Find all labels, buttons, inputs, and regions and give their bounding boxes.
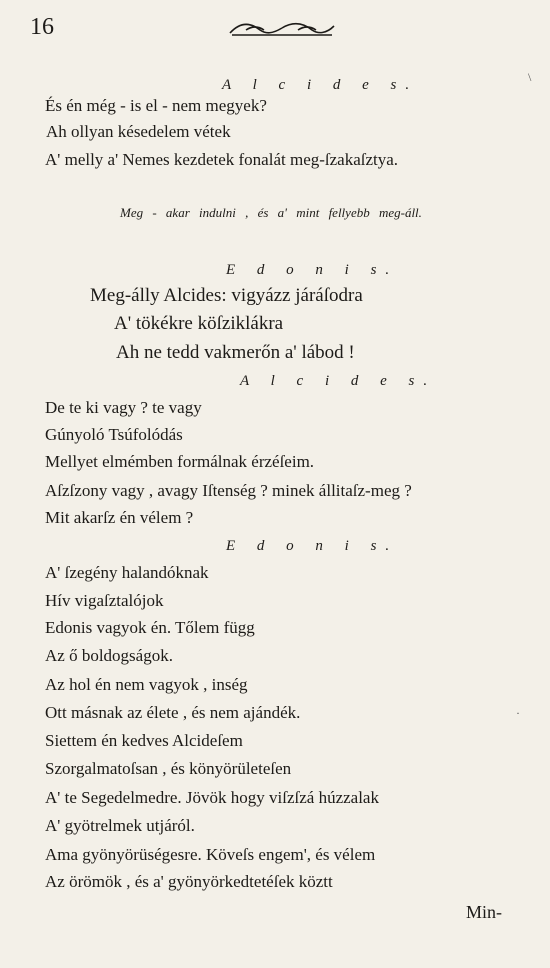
- verse-line: Az hol én nem vagyok , inség: [45, 675, 248, 694]
- verse-line: Siettem én kedves Alcideſem: [45, 731, 243, 750]
- verse-line: Szorgalmatoſsan , és könyörületeſen: [45, 759, 292, 778]
- page-mark: ·: [516, 706, 520, 720]
- verse-line: A' ſzegény halandóknak: [45, 563, 209, 582]
- verse-line: Ah ollyan késedelem vétek: [46, 122, 231, 141]
- verse-line: Edonis vagyok én. Tőlem függ: [45, 618, 255, 637]
- stage-direction: Meg - akar indulni , és a' mint fellyebb meg-áll.: [120, 205, 422, 220]
- verse-line: A' te Segedelmedre. Jövök hogy viſzſzá húzzalak: [45, 788, 379, 807]
- verse-line: Hív vigaſztalójok: [45, 591, 164, 610]
- verse-line: A' tökékre köſziklákra: [114, 313, 284, 334]
- verse-line: Ah ne tedd vakmerőn a' lábod !: [116, 342, 355, 363]
- ornament-icon: [226, 20, 338, 38]
- speaker-edonis-1: E d o n i s.: [226, 262, 399, 278]
- speaker-alcides-2: A l c i d e s.: [240, 373, 437, 389]
- verse-line: Ott másnak az élete , és nem ajándék.: [45, 703, 301, 722]
- verse-line: A' gyötrelmek utjáról.: [45, 816, 195, 835]
- verse-line: És én még - is el - nem megyek?: [45, 96, 267, 115]
- verse-line: Mit akarſz én vélem ?: [45, 508, 194, 527]
- verse-line: A' melly a' Nemes kezdetek fonalát meg-ſzakaſztya.: [45, 150, 399, 169]
- catchword: Min-: [466, 902, 502, 922]
- page-number: 16: [30, 14, 54, 40]
- verse-line: Ama gyönyörüségesre. Köveſs engem', és vélem: [45, 845, 376, 864]
- verse-line: Meg-álly Alcides: vigyázz járáſodra: [90, 285, 363, 306]
- verse-line: Az örömök , és a' gyönyörkedtetéſek köztt: [45, 872, 333, 891]
- verse-line: Az ő boldogságok.: [45, 646, 173, 665]
- speaker-alcides-1: A l c i d e s.: [222, 77, 419, 93]
- verse-line: Aſzſzony vagy , avagy Iſtenség ? minek állitaſz-meg ?: [45, 481, 412, 500]
- verse-line: Gúnyoló Tsúfolódás: [45, 425, 183, 444]
- speaker-edonis-2: E d o n i s.: [226, 538, 399, 554]
- page-mark: \: [528, 70, 532, 84]
- verse-line: Mellyet elmémben formálnak érzéſeim.: [45, 452, 315, 471]
- verse-line: De te ki vagy ? te vagy: [45, 398, 202, 417]
